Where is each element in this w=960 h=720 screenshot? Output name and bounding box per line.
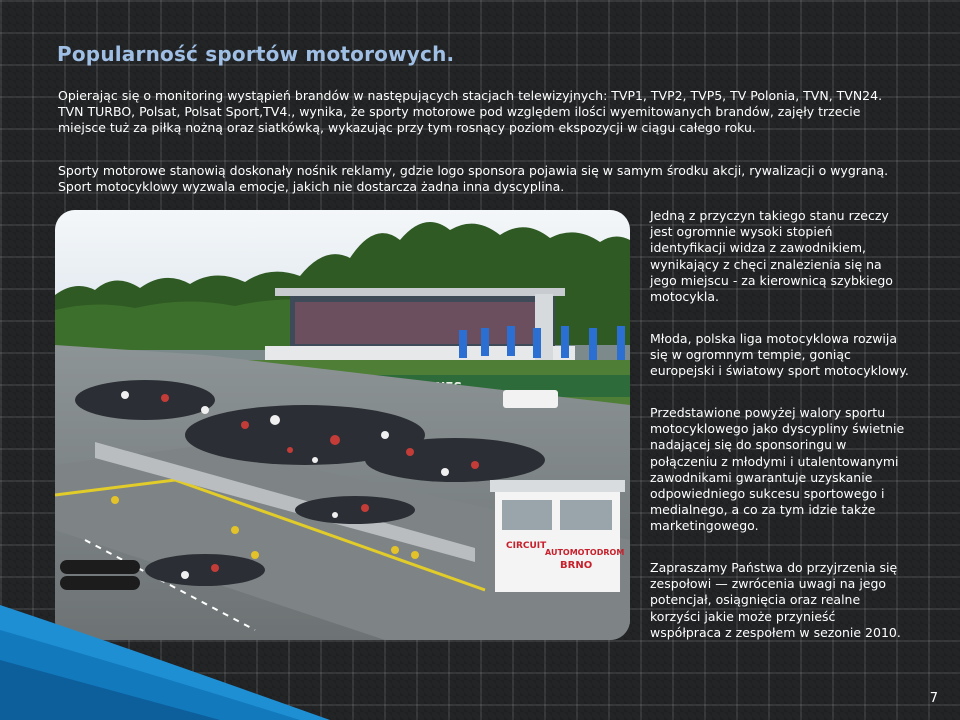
side-paragraph-identification: Jedną z przyczyn takiego stanu rzeczy jest ogromnie wysoki stopień identyfikacji widza z zawodnikiem, wynikający z chęci znalezienia się na jego miejscu - za kierownicą szybkiego motocykla. [650,208,893,305]
booth-sign-brno: BRNO [560,560,593,571]
booth-sign-automotodrom: AUTOMOTODROM [545,548,625,557]
side-paragraph-sponsoring: Przedstawione powyżej walory sportu motocyklowego jako dyscypliny świetnie nadającej się do sponsoringu w połączeniu z młodymi i utalentowanymi zawodnikami gwarantuje uzyskanie odpowiedniego sukcesu sportowego i medialnego, a co za tym idzie także marketingowego. [650,405,905,534]
side-paragraph-invitation: Zapraszamy Państwa do przyjrzenia się zespołowi — zwrócenia uwagi na jego potencjał, osiągnięcia oraz realne korzyści jakie może przynieść współpraca z zespołem w sezonie 2010. [650,560,901,640]
race-paddock-photo [55,210,630,640]
page-number: 7 [929,691,938,706]
slide-title: Popularność sportów motorowych. [57,42,455,66]
intro-paragraph: Opierając się o monitoring wystąpień brandów w następujących stacjach telewizyjnych: TVP1, TVP2, TVP5, TV Polonia, TVN, TVN24. TVN TURBO, Polsat, Polsat Sport,TV4., wynika, że sporty motorowe pod względem ilości wyemitowanych brandów, zajęły trzecie miejsce tuż za piłką nożną oraz siatkówką, wykazując przy tym rosnący poziom ekspozycji w ciągu całego roku. [58,88,883,135]
booth-logo-text: CIRCUIT [506,541,547,551]
side-paragraph-polish-league: Młoda, polska liga motocyklowa rozwija się w ogromnym tempie, goniąc europejski i światowy sport motocyklowy. [650,331,909,379]
advertising-paragraph: Sporty motorowe stanowią doskonały nośnik reklamy, gdzie logo sponsora pojawia się w samym środku akcji, rywalizacji o wygraną. Sport motocyklowy wyzwala emocje, jakich nie dostarcza żadna inna dyscyplina. [58,163,889,194]
